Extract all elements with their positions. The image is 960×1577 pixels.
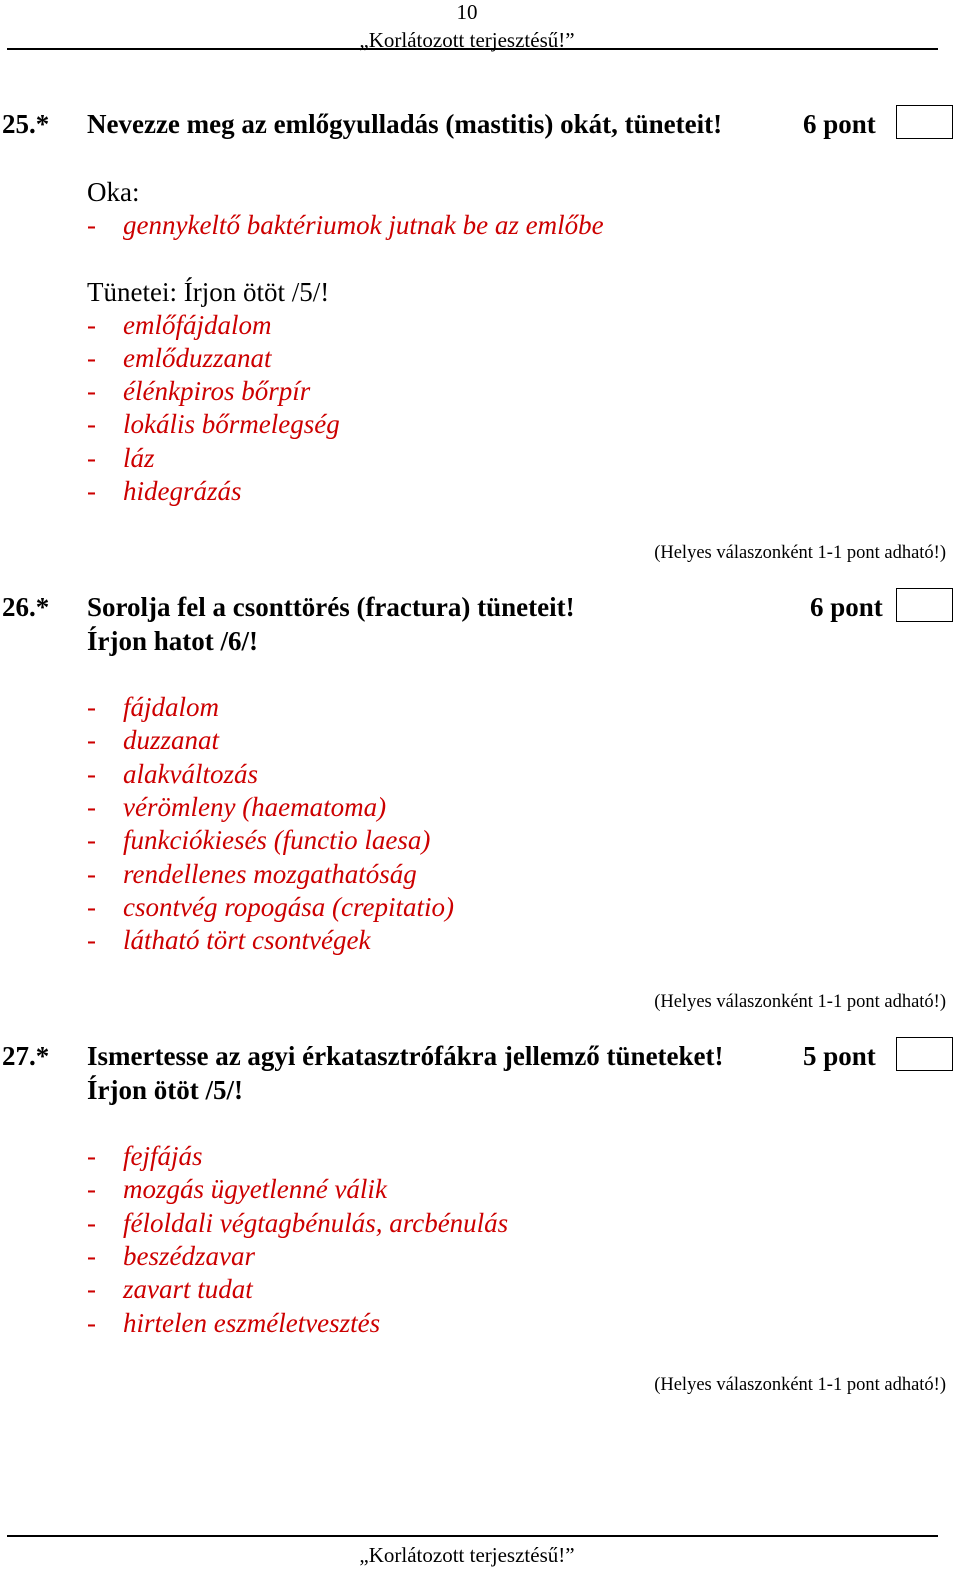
- q27-answer: - féloldali végtagbénulás, arcbénulás: [87, 1208, 509, 1238]
- q26-answer: - fájdalom: [87, 692, 220, 722]
- q27-subtext: Írjon ötöt /5/!: [87, 1075, 243, 1105]
- list-dash: -: [87, 443, 96, 473]
- q25-answer: - élénkpiros bőrpír: [87, 376, 311, 406]
- list-dash: -: [87, 343, 96, 373]
- q25-answer: - emlőduzzanat: [87, 343, 272, 373]
- q25-scoring-note: (Helyes válaszonként 1-1 pont adható!): [654, 543, 946, 563]
- q27-answer: - fejfájás: [87, 1141, 203, 1171]
- list-dash: -: [87, 1174, 96, 1204]
- q26-score-box[interactable]: [896, 588, 953, 622]
- q27-answer: - hirtelen eszméletvesztés: [87, 1308, 381, 1338]
- q27-answer: - mozgás ügyetlenné válik: [87, 1174, 387, 1204]
- q26-number: 26.*: [2, 592, 50, 622]
- list-dash: -: [87, 725, 96, 755]
- header-restriction: „Korlátozott terjesztésű!”: [359, 28, 575, 52]
- q26-answer: - vérömleny (haematoma): [87, 792, 387, 822]
- list-dash: -: [87, 210, 96, 240]
- q26-scoring-note: (Helyes válaszonként 1-1 pont adható!): [654, 992, 946, 1012]
- q27-score-box[interactable]: [896, 1037, 953, 1071]
- q25-answer: - hidegrázás: [87, 476, 242, 506]
- list-dash: -: [87, 1141, 96, 1171]
- q27-scoring-note: (Helyes válaszonként 1-1 pont adható!): [654, 1375, 946, 1395]
- list-dash: -: [87, 1208, 96, 1238]
- q25-symptoms-label: Tünetei: Írjon ötöt /5/!: [87, 277, 330, 307]
- q26-text: Sorolja fel a csonttörés (fractura) tüneteit!: [87, 592, 575, 622]
- list-dash: -: [87, 1274, 96, 1304]
- q26-answer: - duzzanat: [87, 725, 220, 755]
- q26-answer: - látható tört csontvégek: [87, 925, 371, 955]
- q26-answer: - rendellenes mozgathatóság: [87, 859, 417, 889]
- q26-subtext: Írjon hatot /6/!: [87, 626, 258, 656]
- q25-text: Nevezze meg az emlőgyulladás (mastitis) okát, tüneteit!: [87, 109, 723, 139]
- list-dash: -: [87, 792, 96, 822]
- q27-points: 5 pont: [803, 1041, 876, 1071]
- header-rule: [7, 48, 938, 50]
- q27-text: Ismertesse az agyi érkatasztrófákra jellemző tüneteket!: [87, 1041, 724, 1071]
- list-dash: -: [87, 409, 96, 439]
- q26-points: 6 pont: [810, 592, 883, 622]
- q27-answer: - zavart tudat: [87, 1274, 253, 1304]
- q27-answer: - beszédzavar: [87, 1241, 255, 1271]
- q26-answer: - csontvég ropogása (crepitatio): [87, 892, 454, 922]
- list-dash: -: [87, 825, 96, 855]
- q25-cause-label: Oka:: [87, 177, 140, 207]
- list-dash: -: [87, 1308, 96, 1338]
- list-dash: -: [87, 1241, 96, 1271]
- q25-points: 6 pont: [803, 109, 876, 139]
- q25-answer: - lokális bőrmelegség: [87, 409, 340, 439]
- list-dash: -: [87, 310, 96, 340]
- page-number: 10: [456, 0, 478, 24]
- list-dash: -: [87, 476, 96, 506]
- footer-restriction: „Korlátozott terjesztésű!”: [359, 1543, 575, 1567]
- list-dash: -: [87, 892, 96, 922]
- q25-answer: - láz: [87, 443, 155, 473]
- list-dash: -: [87, 376, 96, 406]
- list-dash: -: [87, 859, 96, 889]
- q25-cause-answer: - gennykeltő baktériumok jutnak be az emlőbe: [87, 210, 604, 240]
- list-dash: -: [87, 759, 96, 789]
- q25-score-box[interactable]: [896, 105, 953, 139]
- q26-answer: - alakváltozás: [87, 759, 258, 789]
- q25-answer: - emlőfájdalom: [87, 310, 272, 340]
- list-dash: -: [87, 692, 96, 722]
- q25-number: 25.*: [2, 109, 50, 139]
- q27-number: 27.*: [2, 1041, 50, 1071]
- q26-answer: - funkciókiesés (functio laesa): [87, 825, 431, 855]
- list-dash: -: [87, 925, 96, 955]
- footer-rule: [7, 1535, 938, 1537]
